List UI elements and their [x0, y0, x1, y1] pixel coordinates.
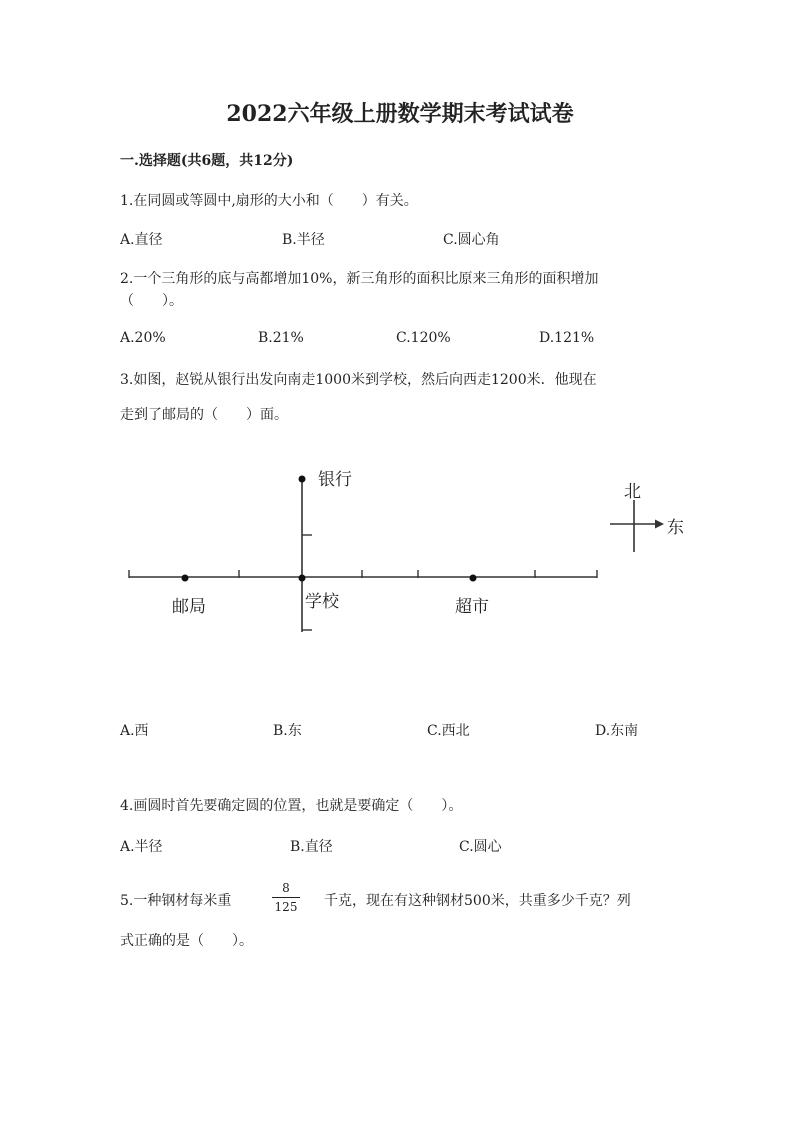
- question-3-option-d: D.东南: [595, 723, 639, 739]
- question-1-option-a: A.直径: [120, 232, 163, 248]
- question-3-option-a: A.西: [120, 723, 149, 739]
- question-2-option-a: A.20%: [120, 330, 166, 346]
- fraction-numerator: 8: [282, 881, 290, 895]
- question-4-option-a: A.半径: [120, 839, 163, 855]
- question-4-text: 4.画圆时首先要确定圆的位置，也就是要确定（ ）。: [120, 798, 463, 814]
- question-2-option-b: B.21%: [258, 330, 304, 346]
- question-2-text-line1: 2.一个三角形的底与高都增加10%，新三角形的面积比原来三角形的面积增加: [120, 271, 599, 287]
- post-office-point: [182, 575, 189, 582]
- compass-arrow-icon: [655, 520, 664, 529]
- question-2-option-c: C.120%: [396, 330, 451, 346]
- question-2-option-d: D.121%: [539, 330, 595, 346]
- question-4-option-b: B.直径: [290, 839, 333, 855]
- question-5-text-part1: 5.一种钢材每米重: [120, 893, 232, 909]
- fraction-denominator: 125: [274, 900, 298, 914]
- compass-north-label: 北: [624, 482, 641, 502]
- fraction-bar: [272, 897, 300, 898]
- post-office-label: 邮局: [172, 597, 206, 617]
- supermarket-point: [470, 575, 477, 582]
- school-point: [299, 575, 306, 582]
- question-1-option-c: C.圆心角: [443, 232, 500, 248]
- compass-east-label: 东: [667, 518, 684, 538]
- question-5-text-line2: 式正确的是（ ）。: [120, 933, 253, 949]
- question-5-text-part2: 千克，现在有这种钢材500米，共重多少千克？列: [324, 893, 631, 909]
- question-3-text-line2: 走到了邮局的（ ）面。: [120, 407, 288, 423]
- section-heading: 一.选择题(共6题，共12分): [120, 153, 294, 169]
- page-title: 2022六年级上册数学期末考试试卷: [226, 101, 574, 127]
- question-2-text-line2: （ ）。: [120, 293, 183, 309]
- question-4-option-c: C.圆心: [459, 839, 502, 855]
- supermarket-label: 超市: [455, 597, 489, 617]
- fraction: [268, 880, 304, 915]
- question-3-text-line1: 3.如图，赵锐从银行出发向南走1000米到学校，然后向西走1200米．他现在: [120, 372, 597, 388]
- question-1-text: 1.在同圆或等圆中,扇形的大小和（ ）有关。: [120, 193, 418, 209]
- bank-label: 银行: [318, 470, 352, 490]
- school-label: 学校: [305, 592, 339, 612]
- bank-point: [299, 476, 306, 483]
- question-1-option-b: B.半径: [282, 232, 325, 248]
- question-3-option-b: B.东: [273, 723, 302, 739]
- question-3-option-c: C.西北: [427, 723, 470, 739]
